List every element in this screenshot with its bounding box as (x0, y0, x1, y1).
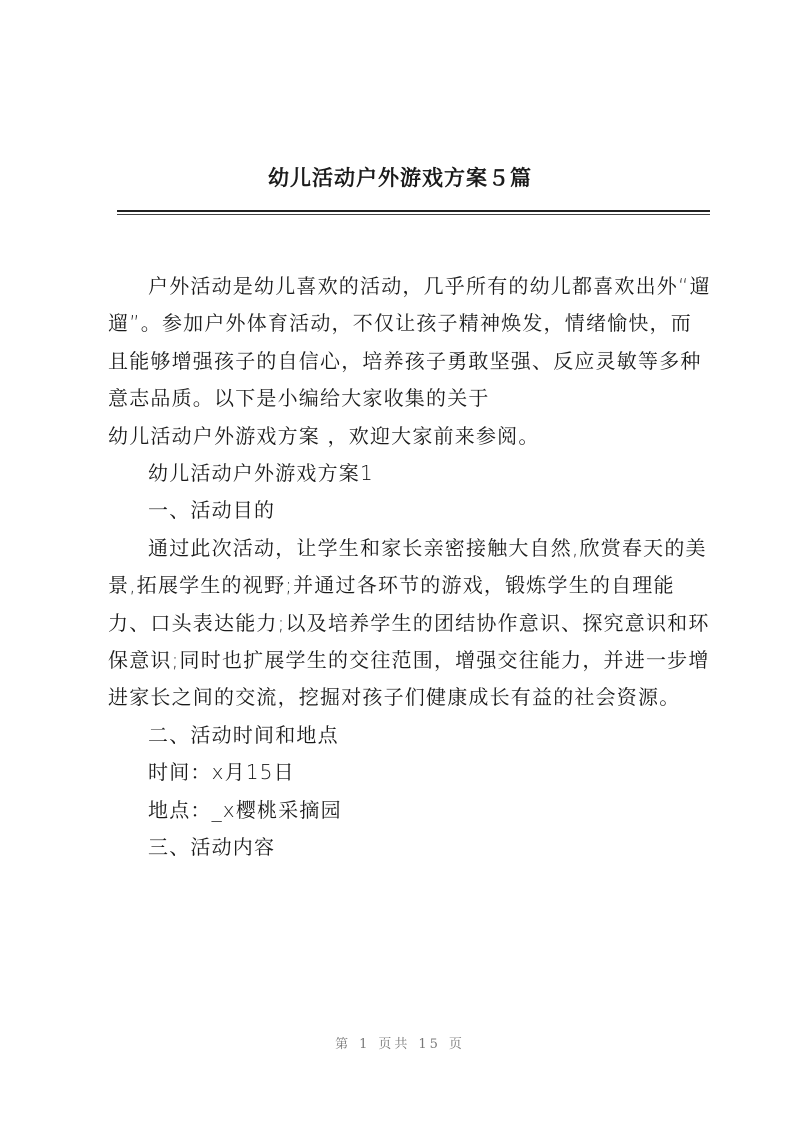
footer-middle: 页共 (378, 1037, 411, 1052)
footer-suffix: 页 (448, 1037, 465, 1052)
section-heading-plan-1: 幼儿活动户外游戏方案1 (148, 461, 374, 486)
footer-prefix: 第 (335, 1037, 352, 1052)
paragraph-intro-continued: 幼儿活动户外游戏方案 ，欢迎大家前来参阅。 (108, 423, 540, 448)
paragraph-place: 地点：_x樱桃采摘园 (148, 797, 342, 822)
footer-current-page: 1 (359, 1037, 371, 1052)
document-body (108, 268, 712, 867)
heading-time-place: 二、活动时间和地点 (148, 722, 339, 747)
document-title: 幼儿活动户外游戏方案５篇 (268, 165, 532, 190)
title-divider-thick (117, 210, 710, 212)
paragraph-purpose: 通过此次活动，让学生和家长亲密接触大自然,欣赏春天的美景,拓展学生的视野;并通过各环节的游戏，锻炼学生的自理能力、口头表达能力;以及培养学生的团结协作意识、探究意识和环保意识;同时也扩展学生的交往范围，增强交往能力，并进一步增进家长之间的交流，挖掘对孩子们健康成长有益的社会资源。 (108, 535, 710, 710)
heading-content: 三、活动内容 (148, 835, 276, 860)
page-footer (0, 1033, 800, 1052)
heading-purpose: 一、活动目的 (148, 498, 276, 523)
paragraph-intro: 户外活动是幼儿喜欢的活动，几乎所有的幼儿都喜欢出外“遛遛”。参加户外体育活动，不仅让孩子精神焕发，情绪愉快，而且能够增强孩子的自信心，培养孩子勇敢坚强、反应灵敏等多种意志品质。以下是小编给大家收集的关于 (108, 274, 711, 411)
title-divider-thin (117, 214, 710, 215)
footer-total-pages: 15 (418, 1037, 441, 1052)
paragraph-time: 时间：x月15日 (148, 760, 295, 785)
